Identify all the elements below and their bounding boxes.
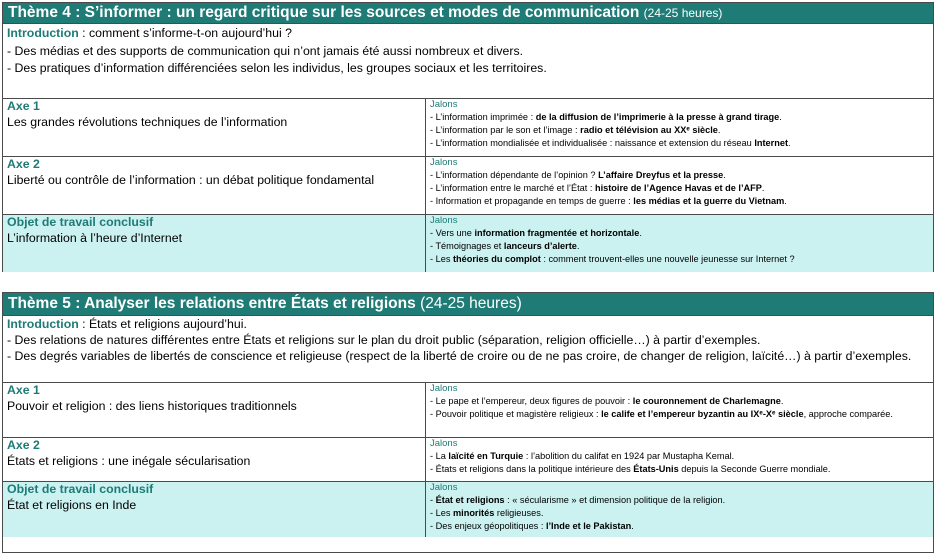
jalon-item: - Le pape et l’empereur, deux figures de pouvoir : le couronnement de Charlemagne. — [430, 396, 784, 406]
jalon-item: - La laïcité en Turquie : l’abolition du califat en 1924 par Mustapha Kemal. — [430, 451, 735, 461]
jalons-label: Jalons — [430, 99, 458, 110]
theme-5-title: Thème 5 : Analyser les relations entre États et religions — [8, 295, 416, 312]
axe-description: Liberté ou contrôle de l’information : un débat politique fondamental — [7, 173, 375, 187]
jalon-item: - L’information par le son et l’image : radio et télévision au XXᵉ siècle. — [430, 125, 721, 136]
theme-5-introduction — [3, 316, 933, 383]
jalon-item: - États et religions dans la politique intérieure des États-Unis depuis la Seconde Guerre mondiale. — [430, 464, 831, 475]
theme-5-conclusive-row — [3, 482, 933, 537]
axe-title: Axe 1 — [7, 383, 40, 397]
theme-4-header — [3, 3, 933, 24]
intro-text: : États et religions aujourd’hui. — [78, 317, 247, 331]
theme-4-axe-1-row — [3, 99, 933, 157]
theme-4-title: Thème 4 : S’informer : un regard critique sur les sources et modes de communication — [8, 4, 640, 21]
theme-5-axe-1-row — [3, 383, 933, 438]
theme-4-introduction — [3, 24, 933, 99]
jalon-item: - Information et propagande en temps de guerre : les médias et la guerre du Vietnam. — [430, 196, 787, 207]
jalon-item: - Pouvoir politique et magistère religieux : le calife et l’empereur byzantin au IXᵉ-Xᵉ siècle, approche comparée. — [430, 409, 893, 420]
intro-line: - Des médias et des supports de communication qui n’ont jamais été aussi nombreux et divers. — [7, 43, 524, 58]
intro-line: - Des relations de natures différentes entre États et religions sur le plan du droit public (séparation, religion officielle…) à partir d’exemples. — [7, 333, 761, 348]
axe-title: Axe 1 — [7, 99, 40, 113]
jalon-item: - Vers une information fragmentée et horizontale. — [430, 228, 642, 238]
theme-4-conclusive-row — [3, 215, 933, 272]
jalons-label: Jalons — [430, 482, 458, 493]
jalon-item: - L’information entre le marché et l’État : histoire de l’Agence Havas et de l’AFP. — [430, 183, 765, 194]
jalon-item: - Les minorités religieuses. — [430, 508, 544, 519]
jalon-item: - L’information dépendante de l’opinion ? L’affaire Dreyfus et la presse. — [430, 170, 726, 180]
intro-line: - Des degrés variables de libertés de conscience et religieuse (respect de la liberté de croire ou de ne pas croire, de changer de religion, laïcité…) à partir d’exemples. — [7, 349, 912, 364]
theme-4-axe-2-row — [3, 157, 933, 215]
jalon-item: - L’information imprimée : de la diffusion de l’imprimerie à la presse à grand tirage. — [430, 112, 782, 122]
theme-5-table — [2, 292, 934, 553]
intro-line: - Des pratiques d’information différenciées selon les individus, les groupes sociaux et les territoires. — [7, 61, 547, 75]
jalons-label: Jalons — [430, 157, 458, 168]
theme-5-header — [3, 293, 933, 316]
axe-description: État et religions en Inde — [7, 498, 137, 512]
jalons-label: Jalons — [430, 438, 458, 449]
axe-title: Objet de travail conclusif — [7, 482, 154, 496]
jalon-item: - Des enjeux géopolitiques : l’Inde et le Pakistan. — [430, 521, 634, 532]
axe-title: Axe 2 — [7, 438, 40, 452]
theme-5-hours: (24-25 heures) — [420, 295, 522, 312]
intro-label: Introduction — [7, 26, 79, 40]
axe-description: Les grandes révolutions techniques de l’information — [7, 115, 288, 129]
axe-description: États et religions : une inégale sécularisation — [7, 454, 251, 468]
axe-title: Axe 2 — [7, 157, 40, 171]
theme-5-axe-2-row — [3, 438, 933, 482]
theme-4-hours: (24-25 heures) — [643, 6, 723, 20]
axe-title: Objet de travail conclusif — [7, 215, 154, 229]
intro-text: : comment s’informe-t-on aujourd’hui ? — [78, 26, 292, 40]
axe-description: Pouvoir et religion : des liens historiques traditionnels — [7, 399, 297, 413]
axe-description: L’information à l’heure d’Internet — [7, 231, 182, 245]
jalons-label: Jalons — [430, 215, 458, 226]
jalon-item: - Témoignages et lanceurs d’alerte. — [430, 241, 580, 252]
theme-4-table — [2, 2, 934, 272]
jalon-item: - État et religions : « sécularisme » et dimension politique de la religion. — [430, 495, 726, 505]
jalon-item: - L’information mondialisée et individualisée : naissance et extension du réseau Internet. — [430, 138, 791, 149]
intro-label: Introduction — [7, 317, 79, 331]
jalon-item: - Les théories du complot : comment trouvent-elles une nouvelle jeunesse sur Internet ? — [430, 254, 795, 265]
jalons-label: Jalons — [430, 383, 458, 394]
